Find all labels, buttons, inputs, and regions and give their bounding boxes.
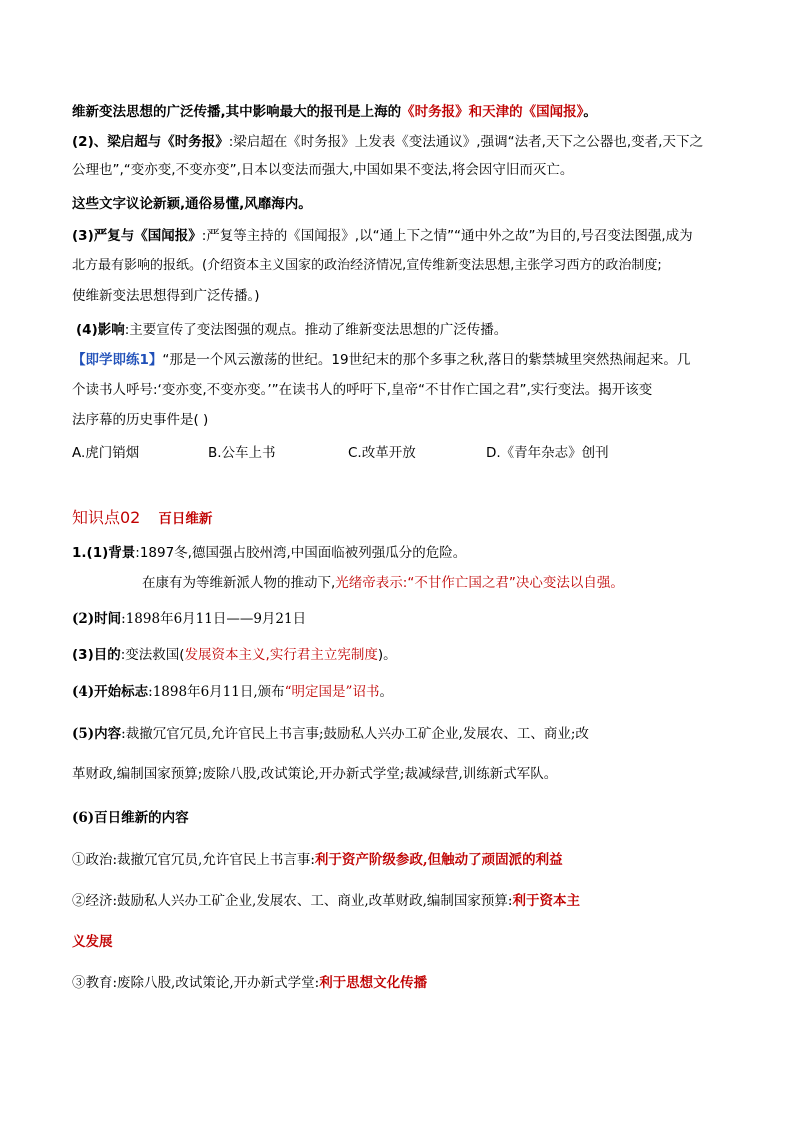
knowledge-point-number: 知识点02 [72,508,141,527]
p2-line1 [72,132,734,152]
k2-text: :1898年6月11日——9月21日 [121,611,307,627]
k4-tail: 。 [379,684,393,700]
k6-education-effect: 利于思想文化传播 [319,975,428,991]
k6-row-education [72,973,734,993]
k2-line [72,609,734,629]
k4-line [72,682,734,702]
exercise-tag: 【即学即练1】 [72,352,163,368]
k6-politics-text: ①政治:裁撤冗官冗员,允许官民上书言事: [72,852,315,868]
p2-line3: 这些文字议论新颖,通俗易懂,风靡海内。 [72,196,312,212]
exercise-text: “那是一个风云激荡的世纪。19世纪末的那个多事之秋,落日的紫禁城里突然热闹起来。几 [162,352,691,368]
k2-heading: (2)时间 [72,611,122,627]
exercise-line1 [72,350,734,370]
k3-heading: (3)目的 [72,647,121,663]
k5-line2: 革财政,编制国家预算;废除八股,改试策论,开办新式学堂;裁减绿营,训练新式军队。 [72,766,558,782]
k3-purpose: 发展资本主义,实行君主立宪制度 [184,647,378,663]
k5-heading: (5)内容 [72,726,122,742]
knowledge-point-title: 百日维新 [158,511,213,527]
k6-row-politics [72,850,734,870]
k6-economy-effect: 利于资本主 [512,893,580,909]
k5-text: :裁撤冗官冗员,允许官民上书言事;鼓励私人兴办工矿企业,发展农、工、商业;改 [121,726,589,742]
k1-text-2: 在康有为等维新派人物的推动下, [142,575,336,591]
k4-text: :1898年6月11日,颁布 [148,684,285,700]
intro-period: 。 [583,104,597,120]
intro-line [72,102,734,122]
p4-text: :主要宣传了变法图强的观点。推动了维新变法思想的广泛传播。 [124,322,508,338]
p3-heading: (3)严复与《国闻报》 [72,228,202,244]
p2-heading: (2)、梁启超与《时务报》 [72,134,229,150]
p4-heading: (4)影响 [76,322,125,338]
p3-line2: 北方最有影响的报纸。(介绍资本主义国家的政治经济情况,宣传维新变法思想,主张学习西方的政治制度; [72,258,662,273]
k1-text: :1897冬,德国强占胶州湾,中国面临被列强瓜分的危险。 [135,545,467,561]
p2-text: :梁启超在《时务报》上发表《变法通议》,强调“法者,天下之公器也,变者,天下之 [228,134,703,150]
k3-line [72,645,734,665]
k1-emperor-quote: 光绪帝表示:“不甘作亡国之君”决心变法以自强。 [335,575,624,591]
k3-text: :变法救国( [120,647,185,663]
k1-heading: 1.(1)背景 [72,545,136,561]
option-c[interactable]: C.改革开放 [348,445,416,461]
k1-line1 [72,543,734,563]
exercise-options [72,443,734,463]
k1-line2 [142,573,734,593]
knowledge-point-heading [72,505,212,528]
p2-line2: 公理也”,“变亦变,不变亦变”,日本以变法而强大,中国如果不变法,将会因守旧而灭亡。 [72,162,574,178]
intro-newspapers: 《时务报》和天津的《国闻报》 [401,104,584,120]
k4-heading: (4)开始标志 [72,684,149,700]
k6-row-economy [72,891,734,911]
k6-heading: (6)百日维新的内容 [72,810,189,826]
k6-economy-effect-cont: 义发展 [72,934,113,950]
k5-line1 [72,724,734,744]
p3-line1 [72,226,734,246]
option-a[interactable]: A.虎门销烟 [72,445,140,461]
option-d[interactable]: D.《青年杂志》创刊 [486,445,609,461]
p4-line [76,320,734,340]
k6-economy-text: ②经济:鼓励私人兴办工矿企业,发展农、工、商业,改革财政,编制国家预算: [72,893,513,909]
k6-education-text: ③教育:废除八股,改试策论,开办新式学堂: [72,975,320,991]
k6-politics-effect: 利于资产阶级参政,但触动了顽固派的利益 [314,852,563,868]
option-b[interactable]: B.公车上书 [208,445,276,461]
p3-text: :严复等主持的《国闻报》,以“通上下之情”“通中外之故”为目的,号召变法图强,成为 [201,228,693,244]
k3-tail: )。 [377,647,397,663]
k4-edict: “明定国是”诏书 [284,684,380,700]
exercise-line3: 法序幕的历史事件是( ) [72,412,209,428]
p3-line3: 使维新变法思想得到广泛传播。) [72,288,260,304]
exercise-line2: 个读书人呼号:‘变亦变,不变亦变。’”在读书人的呼吁下,皇帝“不甘作亡国之君”,实行变法。揭开该变 [72,382,653,398]
intro-text: 维新变法思想的广泛传播,其中影响最大的报刊是上海的 [72,104,402,120]
